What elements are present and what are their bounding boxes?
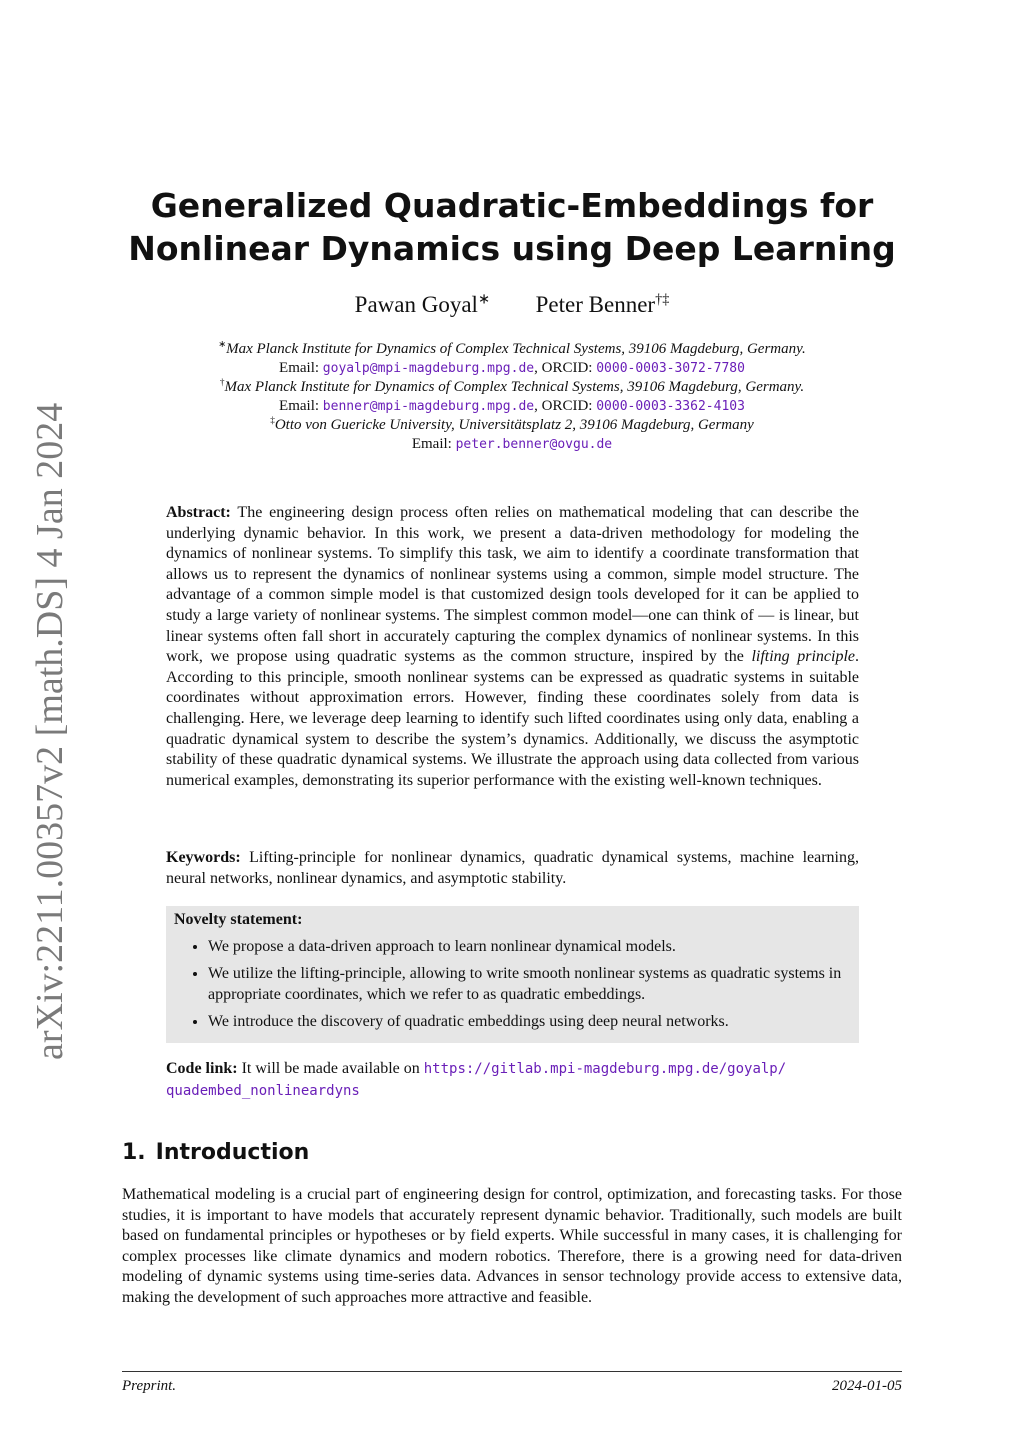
novelty-list [174, 937, 851, 1033]
keywords-text: Lifting-principle for nonlinear dynamics, quadratic dynamical systems, machine learning, neural networks, nonlinear dynamics, and asymptotic stability. [166, 849, 859, 887]
repository-url-part-2[interactable]: quadembed_nonlineardyns [166, 1083, 360, 1099]
code-link-text: It will be made available on [237, 1060, 424, 1077]
author-list [120, 292, 904, 318]
email-label: Email: [279, 360, 323, 376]
author-2-name: Peter Benner [535, 292, 656, 317]
code-link-label: Code link: [166, 1060, 238, 1077]
footer-divider [122, 1371, 902, 1372]
affiliation-3-contact [120, 435, 904, 454]
affiliations [120, 340, 904, 454]
title-line-1: Generalized Quadratic-Embeddings for [150, 186, 874, 225]
email-label: Email: [411, 436, 456, 452]
footer-preprint: Preprint. [122, 1378, 177, 1394]
orcid-link-benner[interactable]: 0000-0003-3362-4103 [596, 399, 745, 414]
email-link-goyal[interactable]: goyalp@mpi-magdeburg.mpg.de [322, 361, 535, 376]
section-number: 1. [122, 1140, 146, 1165]
affiliation-1-contact [120, 359, 904, 378]
novelty-item: • We propose a data-driven approach to learn nonlinear dynamical models. [208, 937, 851, 958]
affiliation-2-text: Max Planck Institute for Dynamics of Complex Technical Systems, 39106 Magdeburg, Germany. [224, 379, 805, 395]
abstract [166, 503, 859, 791]
code-link [166, 1058, 859, 1102]
email-link-ovgu[interactable]: peter.benner@ovgu.de [455, 437, 613, 452]
footer-date: 2024-01-05 [832, 1378, 902, 1394]
affiliation-1 [120, 340, 904, 359]
introduction-paragraph: Mathematical modeling is a crucial part of engineering design for control, optimization, and forecasting tasks. For those studies, it is important to have models that accurately represent dynamic behavior. Traditionally, such models are built based on fundamental principles or hypotheses or by field experts. While successful in many cases, it is challenging for complex processes like climate dynamics and modern robotics. Therefore, there is a growing need for data-driven modeling of dynamic systems using time-series data. Advances in sensor technology provide access to extensive data, making the development of such approaches more attractive and feasible. [122, 1186, 902, 1306]
affiliation-2 [120, 378, 904, 397]
affiliation-1-mark: ∗ [218, 340, 227, 350]
section-title: Introduction [155, 1140, 310, 1165]
author-1-name: Pawan Goyal [354, 292, 478, 317]
author-1 [355, 292, 490, 317]
abstract-text-2: . According to this principle, smooth nonlinear systems can be expressed as quadratic systems in suitable coordinates without approximation errors. However, finding these coordinates solely from data is challenging. Here, we leverage deep learning to identify such lifted coordinates using only data, enabling a quadratic dynamical system to describe the system’s dynamics. Additionally, we discuss the asymptotic stability of these quadratic dynamical systems. We illustrate the approach using data collected from various numerical examples, demonstrating its superior performance with the existing well-known techniques. [166, 648, 860, 789]
author-2 [536, 292, 670, 317]
section-heading-introduction [122, 1140, 309, 1165]
novelty-heading: Novelty statement: [174, 911, 303, 928]
keywords [166, 848, 859, 889]
abstract-emphasis: lifting principle [751, 648, 856, 666]
email-label: Email: [279, 398, 323, 414]
author-1-mark: ∗ [477, 291, 490, 308]
orcid-label: , ORCID: [534, 360, 597, 376]
abstract-label: Abstract: [166, 504, 231, 521]
affiliation-3 [120, 416, 904, 435]
novelty-item: • We introduce the discovery of quadratic embeddings using deep neural networks. [208, 1012, 851, 1033]
novelty-item: • We utilize the lifting-principle, allowing to write smooth nonlinear systems as quadratic systems in appropriate coordinates, which we refer to as quadratic embeddings. [208, 964, 851, 1005]
orcid-label: , ORCID: [534, 398, 597, 414]
title-line-2: Nonlinear Dynamics using Deep Learning [128, 229, 896, 268]
paper-title [120, 184, 904, 270]
repository-url-part-1[interactable]: https://gitlab.mpi-magdeburg.mpg.de/goyalp/ [423, 1061, 787, 1077]
arxiv-margin-stamp: arXiv:2211.00357v2 [math.DS] 4 Jan 2024 [29, 402, 71, 1060]
abstract-text-1: The engineering design process often relies on mathematical modeling that can describe the underlying dynamic behavior. In this work, we present a data-driven methodology for modeling the dynamics of nonlinear systems. To simplify this task, we aim to identify a coordinate transformation that allows us to represent the dynamics of nonlinear systems using a common, simple model structure. The advantage of a common simple model is that customized design tools developed for it can be applied to study a large variety of nonlinear systems. The simplest common model—one can think of — is linear, but linear systems often fall short in accurately capturing the complex dynamics of nonlinear systems. In this work, we propose using quadratic systems as the common structure, inspired by the [166, 504, 859, 666]
affiliation-3-mark: ‡ [270, 416, 275, 426]
affiliation-3-text: Otto von Guericke University, Universitätsplatz 2, 39106 Magdeburg, Germany [274, 417, 754, 433]
affiliation-2-mark: † [219, 378, 225, 388]
affiliation-1-text: Max Planck Institute for Dynamics of Complex Technical Systems, 39106 Magdeburg, Germany. [226, 341, 806, 357]
keywords-label: Keywords: [166, 849, 241, 866]
author-2-mark: †‡ [655, 291, 670, 308]
orcid-link-goyal[interactable]: 0000-0003-3072-7780 [596, 361, 745, 376]
email-link-benner[interactable]: benner@mpi-magdeburg.mpg.de [322, 399, 535, 414]
affiliation-2-contact [120, 397, 904, 416]
novelty-statement-box [166, 906, 859, 1043]
